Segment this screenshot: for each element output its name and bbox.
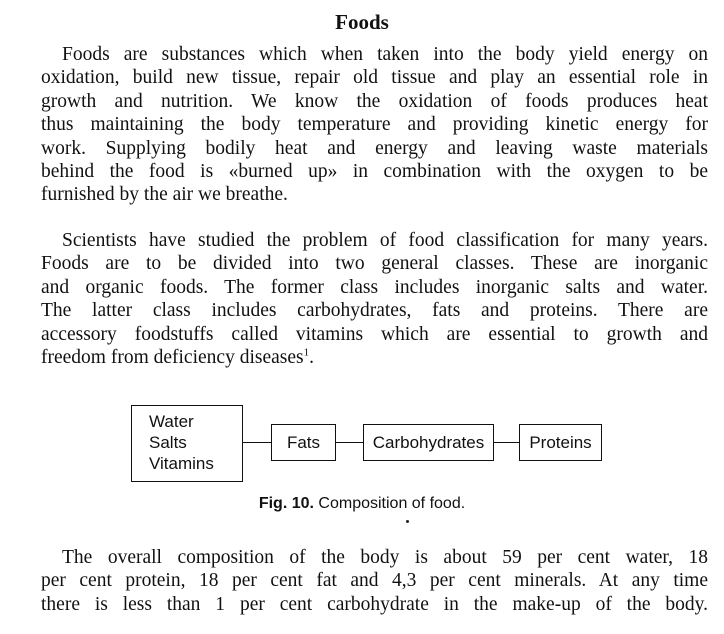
paragraph-3 (41, 546, 708, 616)
figure-caption-text: Composition of food. (318, 495, 466, 512)
paragraph-1-line: oxidation, build new tissue, repair old tissue and play an essential role in (41, 67, 708, 89)
carbohydrates-label: Carbohydrates (372, 432, 485, 452)
paragraph-2-line: Scientists have studied the problem of food classification for many years. (62, 230, 708, 251)
print-speck (406, 520, 409, 523)
paragraph-1-line: furnished by the air we breathe. (41, 184, 288, 206)
paragraph-1-line: work. Supplying bodily heat and energy and leaving waste materials (41, 137, 708, 159)
proteins-label: Proteins (529, 432, 592, 452)
figure-label: Fig. 10. (258, 495, 314, 512)
paragraph-1 (41, 43, 708, 207)
paragraph-3-line: The overall composition of the body is about 59 per cent water, 18 (62, 547, 708, 568)
page-title: Foods (335, 10, 389, 34)
paragraph-2-line: Foods are to be divided into two general classes. These are inorganic (41, 253, 708, 275)
inorganic-foods-box (131, 405, 243, 482)
paragraph-3-line: per cent protein, 18 per cent fat and 4,3 per cent minerals. At any time (41, 570, 708, 592)
paragraph-2-line: accessory foodstuffs called vitamins which are essential to growth and (41, 323, 708, 345)
paragraph-2-line: freedom from deficiency diseases (41, 347, 304, 369)
footnote-marker: 1 (303, 346, 310, 359)
figure-caption (0, 494, 724, 514)
paragraph-2-line: and organic foods. The former class includes inorganic salts and water. (41, 276, 708, 298)
paragraph-2 (41, 229, 708, 369)
box-line-water: Water (149, 412, 194, 431)
box-line-vitamins: Vitamins (149, 454, 214, 473)
paragraph-2-line: The latter class includes carbohydrates, fats and proteins. There are (41, 300, 708, 322)
fats-box (271, 424, 336, 461)
connector-line (336, 442, 363, 443)
paragraph-1-line: behind the food is «burned up» in combination with the oxygen to be (41, 161, 708, 183)
paragraph-1-line: growth and nutrition. We know the oxidation of foods produces heat (41, 90, 708, 112)
paragraph-3-line: there is less than 1 per cent carbohydrate in the make-up of the body. (41, 593, 708, 615)
paragraph-1-line: Foods are substances which when taken into the body yield energy on (62, 44, 708, 65)
paragraph-1-line: thus maintaining the body temperature and providing kinetic energy for (41, 114, 708, 136)
proteins-box (519, 424, 602, 461)
connector-line (494, 442, 519, 443)
carbohydrates-box (363, 424, 494, 461)
paragraph-2-last-line (41, 346, 708, 369)
box-line-salts: Salts (149, 433, 187, 452)
fats-label: Fats (286, 432, 321, 452)
paragraph-2-end: . (309, 347, 314, 369)
connector-line (243, 442, 271, 443)
